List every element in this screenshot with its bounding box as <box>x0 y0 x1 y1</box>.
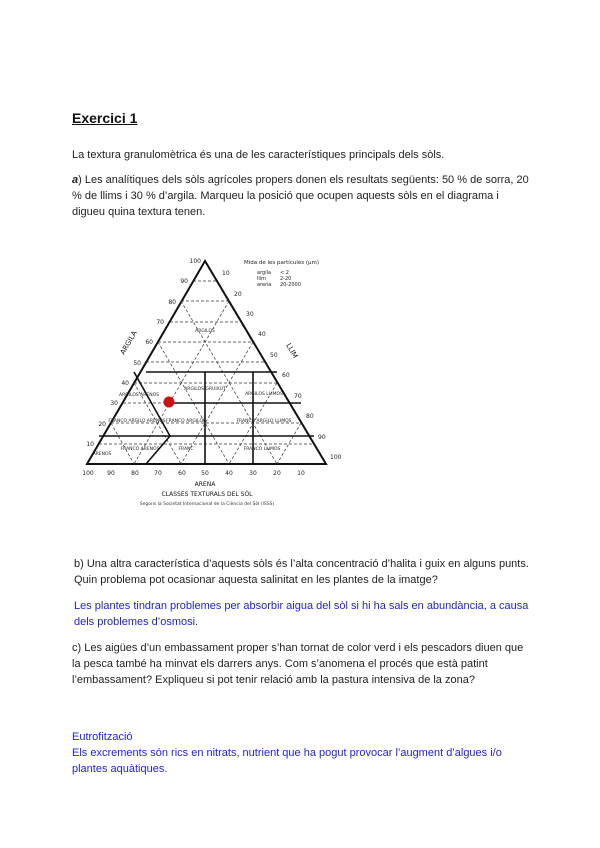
left-axis-title: ARGILA <box>118 329 139 356</box>
left-axis-tick: 60 <box>145 339 153 346</box>
legend-value: < 2 <box>280 270 289 276</box>
question-a <box>72 172 532 220</box>
legend-name: arena <box>257 282 272 288</box>
region-label: FRANCO ARGILOS <box>166 419 206 424</box>
legend-value: 20-2000 <box>280 282 301 288</box>
answer-c-title: Eutrofització <box>72 731 133 743</box>
bottom-axis-tick: 10 <box>297 470 305 477</box>
left-axis-tick: 40 <box>121 380 129 387</box>
legend-title: Mida de les partícules (µm) <box>244 260 320 266</box>
soil-texture-diagram <box>74 250 364 515</box>
legend-name: argila <box>257 270 272 276</box>
region-label: FRANCO ARENOS <box>120 447 160 452</box>
right-axis-tick: 30 <box>246 311 254 318</box>
region-label: FRANCO ARGILO LLIMOS <box>236 419 292 424</box>
diagram-caption-sub: Segons la Societat Internacional de la Ciència del Sòl (ISSS) <box>139 502 275 507</box>
bottom-axis-tick: 60 <box>178 470 186 477</box>
bottom-axis-title: ARENA <box>194 481 216 488</box>
right-axis-tick: 90 <box>318 434 326 441</box>
region-label: FRANCO LLIMOS <box>243 447 281 452</box>
legend-value: 2-20 <box>280 276 292 282</box>
left-axis-tick: 50 <box>133 360 141 367</box>
soil-sample-marker <box>164 397 175 408</box>
bottom-axis-tick: 100 <box>82 470 94 477</box>
left-axis-tick: 20 <box>98 421 106 428</box>
right-axis-tick: 80 <box>306 413 314 420</box>
question-b: b) Una altra característica d’aquests sòls és l’alta concentració d’halita i guix en alguns punts. Quin problema pot ocasionar aquesta salinitat en les plantes de la imatge? <box>74 558 529 586</box>
region-label: ARENOS <box>92 452 112 457</box>
bottom-axis-tick: 80 <box>131 470 139 477</box>
intro-paragraph: La textura granulomètrica és una de les característiques principals dels sòls. <box>72 149 445 161</box>
region-label: ARGILOS GRUIXUT <box>184 387 226 392</box>
right-axis-tick: 40 <box>258 331 266 338</box>
region-label: ARGILOS <box>195 329 215 334</box>
right-axis-tick: 10 <box>222 270 230 277</box>
right-axis-tick: 60 <box>282 372 290 379</box>
right-axis-tick: 100 <box>330 454 342 461</box>
right-axis-tick: 20 <box>234 291 242 298</box>
bottom-axis-tick: 40 <box>225 470 233 477</box>
answer-b: Les plantes tindran problemes per absorbir aigua del sòl si hi ha sals en abundància, a causa dels problemes d’osmosi. <box>74 600 529 628</box>
question-c: c) Les aigües d’un embassament proper s’han tornat de color verd i els pescadors diuen que la pesca també ha minvat els darrers anys. Com s’anomena el procés que està patint l’embassament? Expliqueu si pot tenir relació amb la pastura intensiva de la zona? <box>72 642 524 686</box>
right-axis-tick: 50 <box>270 352 278 359</box>
left-axis-tick: 80 <box>168 299 176 306</box>
exercise-title: Exercici 1 <box>72 110 138 126</box>
right-axis-tick: 70 <box>294 393 302 400</box>
right-axis-title: LLIM <box>284 342 300 360</box>
region-label: ARGILOS LLIMOS <box>245 392 283 397</box>
bottom-axis-tick: 70 <box>154 470 162 477</box>
triangle-outline <box>87 261 326 464</box>
bottom-axis-tick: 50 <box>201 470 209 477</box>
left-axis-tick: 70 <box>156 319 164 326</box>
left-axis-tick: 30 <box>110 400 118 407</box>
region-label: ARGILOS ARENOS <box>118 393 160 398</box>
diagram-caption: CLASSES TEXTURALS DEL SÒL <box>161 491 253 498</box>
question-a-text: ) Les analítiques dels sòls agrícoles propers donen els resultats següents: 50 % de sorra, 20 % de llims i 30 % d’argila. Marqueu la posició que ocupen aquests sòls en el diagrama i digueu quina textura tenen. <box>72 174 529 218</box>
question-a-label: a <box>72 174 79 186</box>
left-axis-tick: 100 <box>189 258 201 265</box>
bottom-axis-tick: 20 <box>273 470 281 477</box>
answer-c: Els excrements són rics en nitrats, nutrient que ha pogut provocar l’augment d’algues i/o plantes aquàtiques. <box>72 747 502 775</box>
region-label: FRANC <box>178 447 194 452</box>
left-axis-tick: 90 <box>180 278 188 285</box>
left-axis-tick: 10 <box>86 441 94 448</box>
legend-name: llim <box>257 276 267 282</box>
region-label: FRANCO ARGILO ARENOS <box>108 419 166 424</box>
texture-triangle-svg <box>74 250 364 515</box>
bottom-axis-tick: 30 <box>249 470 257 477</box>
bottom-axis-tick: 90 <box>107 470 115 477</box>
